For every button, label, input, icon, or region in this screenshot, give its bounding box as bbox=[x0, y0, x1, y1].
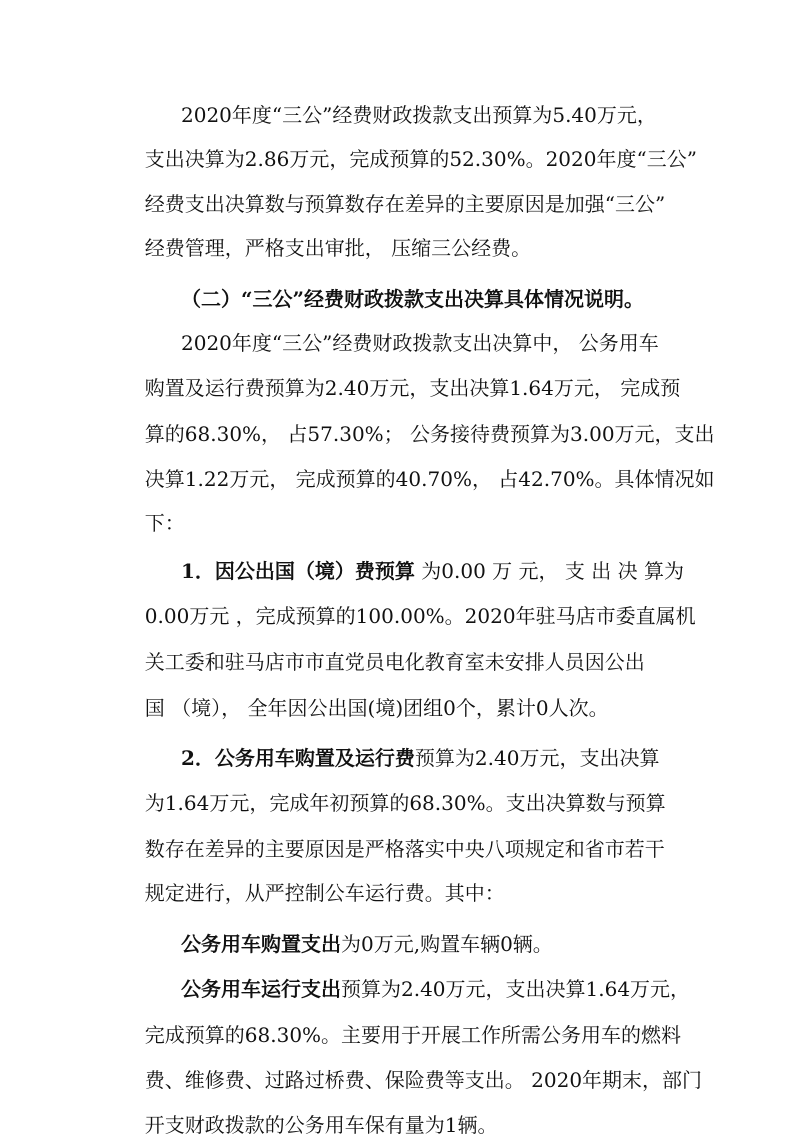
text-line bbox=[0, 557, 793, 585]
text-line bbox=[0, 1111, 793, 1139]
bold-heading-text: 公务用车购置支出 bbox=[181, 932, 341, 957]
body-text: 支出决算为2.86万元，完成预算的52.30%。2020年度“三公” bbox=[144, 147, 697, 172]
text-line bbox=[0, 420, 793, 448]
body-text: 费、维修费、过路过桥费、保险费等支出。 2020年期末，部门 bbox=[144, 1067, 703, 1092]
body-text: 开支财政拨款的公务用车保有量为1辆。 bbox=[144, 1113, 498, 1138]
body-text: 决算1.22万元， 完成预算的40.70%， 占42.70%。具体情况如 bbox=[144, 466, 715, 491]
body-text: 规定进行，从严控制公车运行费。其中： bbox=[144, 881, 505, 906]
text-line bbox=[0, 234, 793, 262]
text-line bbox=[0, 694, 793, 722]
text-line bbox=[0, 648, 793, 676]
bold-heading-text: （二）“三公”经费财政拨款支出决算具体情况说明。 bbox=[181, 286, 645, 311]
text-line bbox=[0, 975, 793, 1003]
text-line bbox=[0, 789, 793, 817]
text-line bbox=[0, 835, 793, 863]
text-line bbox=[0, 465, 793, 493]
text-line bbox=[0, 509, 793, 537]
body-text: 经费管理，严格支出审批， 压缩三公经费。 bbox=[144, 236, 532, 261]
text-line bbox=[0, 879, 793, 907]
body-text: 为0万元,购置车辆0辆。 bbox=[341, 932, 553, 957]
body-text: 完成预算的68.30%。主要用于开展工作所需公务用车的燃料 bbox=[144, 1022, 682, 1047]
text-line bbox=[0, 285, 793, 313]
body-text: 下： bbox=[144, 511, 185, 536]
body-text: 预算为2.40万元，支出决算 bbox=[414, 745, 660, 770]
text-line bbox=[0, 602, 793, 630]
text-line bbox=[0, 1021, 793, 1049]
bold-heading-text: 2．公务用车购置及运行费 bbox=[181, 745, 415, 770]
body-text: 数存在差异的主要原因是严格落实中央八项规定和省市若干 bbox=[144, 837, 665, 862]
body-text: 购置及运行费预算为2.40万元，支出决算1.64万元， 完成预 bbox=[144, 376, 681, 401]
text-line bbox=[0, 329, 793, 357]
text-line bbox=[0, 145, 793, 173]
text-line bbox=[0, 930, 793, 958]
text-line bbox=[0, 374, 793, 402]
body-text: 国 （境）， 全年因公出国(境)团组0个，累计0人次。 bbox=[144, 695, 609, 720]
body-text: 经费支出决算数与预算数存在差异的主要原因是加强“三公” bbox=[144, 191, 666, 216]
body-text: 关工委和驻马店市市直党员电化教育室未安排人员因公出 bbox=[144, 649, 645, 674]
body-text: 0.00万元 ，完成预算的100.00%。2020年驻马店市委直属机 bbox=[144, 604, 696, 629]
text-line bbox=[0, 101, 793, 129]
body-text: 预算为2.40万元，支出决算1.64万元， bbox=[341, 977, 691, 1002]
body-text: 算的68.30%， 占57.30%； 公务接待费预算为3.00万元，支出 bbox=[144, 421, 715, 446]
body-text: 2020年度“三公”经费财政拨款支出决算中， 公务用车 bbox=[181, 331, 659, 356]
text-line bbox=[0, 1066, 793, 1094]
bold-heading-text: 公务用车运行支出 bbox=[181, 977, 341, 1002]
bold-heading-text: 1．因公出国（境）费预算 bbox=[181, 559, 415, 584]
text-line bbox=[0, 744, 793, 772]
body-text: 为0.00 万 元， 支 出 决 算为 bbox=[414, 559, 684, 584]
body-text: 2020年度“三公”经费财政拨款支出预算为5.40万元， bbox=[181, 103, 657, 128]
body-text: 为1.64万元，完成年初预算的68.30%。支出决算数与预算 bbox=[144, 790, 666, 815]
text-line bbox=[0, 190, 793, 218]
